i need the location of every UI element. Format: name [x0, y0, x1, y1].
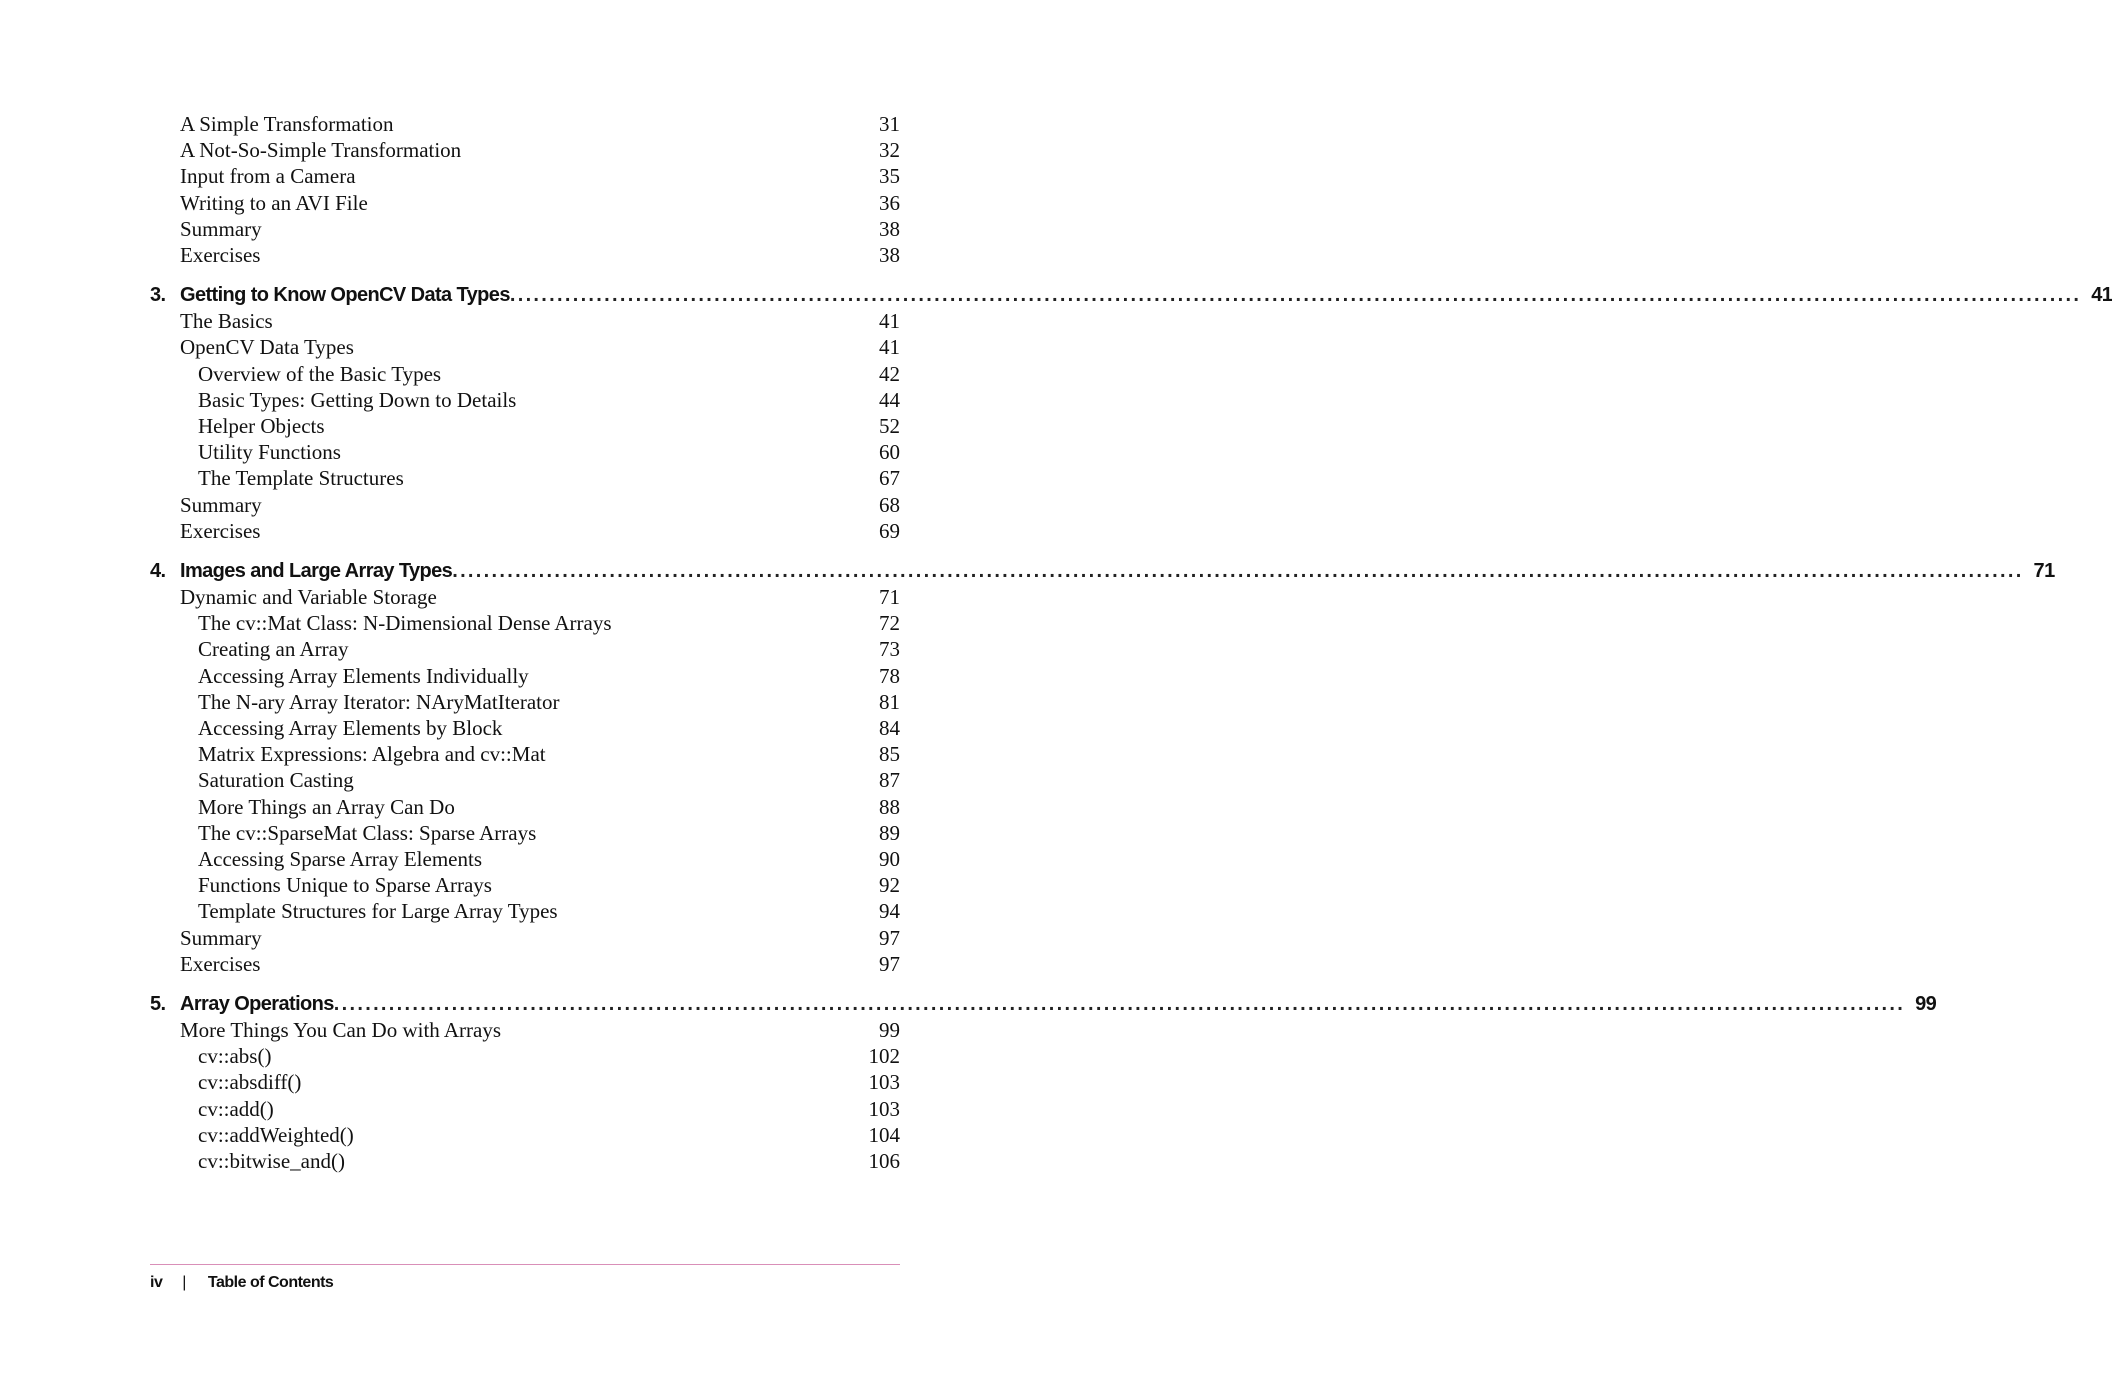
entry-page-number: 36	[879, 191, 900, 215]
entry-page-number: 38	[879, 243, 900, 267]
entry-title: The cv::Mat Class: N-Dimensional Dense Arrays	[198, 611, 612, 635]
entry-page-number: 68	[879, 493, 900, 517]
entry-page-number: 85	[879, 742, 900, 766]
chapter-title: Getting to Know OpenCV Data Types	[180, 284, 510, 306]
entry-title: Template Structures for Large Array Types	[198, 899, 558, 923]
toc-subsection-entry[interactable]	[150, 689, 900, 715]
toc-chapter-entry[interactable]	[150, 989, 1937, 1019]
toc-section-entry[interactable]	[150, 334, 900, 360]
entry-title: Creating an Array	[198, 637, 349, 661]
entry-title: More Things an Array Can Do	[198, 795, 455, 819]
entry-page-number: 73	[879, 637, 900, 661]
entry-title: A Not-So-Simple Transformation	[180, 138, 462, 162]
toc-subsection-entry[interactable]	[150, 1148, 900, 1174]
dot-leader: ........................................................................................................................................................................................................	[509, 284, 2082, 306]
toc-chapter-entry[interactable]	[150, 556, 2055, 586]
entry-title: Summary	[180, 217, 262, 241]
entry-page-number: 94	[879, 899, 900, 923]
toc-section-entry[interactable]	[150, 1017, 900, 1043]
footer-rule	[150, 1264, 900, 1265]
toc-subsection-entry[interactable]	[150, 715, 900, 741]
toc-subsection-entry[interactable]	[150, 387, 900, 413]
chapter-page-number: 41	[2091, 284, 2112, 306]
entry-page-number: 41	[879, 309, 900, 333]
toc-subsection-entry[interactable]	[150, 663, 900, 689]
chapter-title: Array Operations	[180, 993, 334, 1015]
toc-chapter-entry[interactable]	[150, 280, 2112, 310]
entry-title: Accessing Sparse Array Elements	[198, 847, 483, 871]
entry-title: More Things You Can Do with Arrays	[180, 1018, 502, 1042]
entry-page-number: 38	[879, 217, 900, 241]
toc-subsection-entry[interactable]	[150, 413, 900, 439]
entry-title: OpenCV Data Types	[180, 335, 354, 359]
entry-title: Exercises	[180, 952, 261, 976]
entry-title: Helper Objects	[198, 414, 325, 438]
entry-title: Summary	[180, 926, 262, 950]
entry-page-number: 52	[879, 414, 900, 438]
toc-subsection-entry[interactable]	[150, 820, 900, 846]
entry-page-number: 81	[879, 690, 900, 714]
entry-page-number: 84	[879, 716, 900, 740]
dot-leader: ........................................................................................................................................................................................................	[452, 560, 2024, 582]
toc-subsection-entry[interactable]	[150, 741, 900, 767]
entry-title: Input from a Camera	[180, 164, 356, 188]
entry-page-number: 67	[879, 466, 900, 490]
entry-page-number: 71	[879, 585, 900, 609]
toc-section-entry[interactable]	[150, 111, 900, 137]
entry-page-number: 102	[868, 1044, 900, 1068]
entry-title: Exercises	[180, 519, 261, 543]
footer-page-number: iv	[150, 1274, 163, 1291]
entry-title: The N-ary Array Iterator: NAryMatIterator	[198, 690, 560, 714]
entry-title: Exercises	[180, 243, 261, 267]
entry-title: cv::absdiff()	[198, 1070, 302, 1094]
entry-page-number: 69	[879, 519, 900, 543]
toc-section-entry[interactable]	[150, 137, 900, 163]
toc-section-entry[interactable]	[150, 951, 900, 977]
dot-leader: ........................................................................................................................................................................................................	[333, 993, 1906, 1015]
chapter-number: 5.	[150, 993, 166, 1015]
toc-section-entry[interactable]	[150, 518, 900, 544]
entry-title: A Simple Transformation	[180, 112, 394, 136]
toc-subsection-entry[interactable]	[150, 636, 900, 662]
entry-page-number: 35	[879, 164, 900, 188]
chapter-title: Images and Large Array Types	[180, 560, 453, 582]
entry-title: The Basics	[180, 309, 273, 333]
toc-subsection-entry[interactable]	[150, 1122, 900, 1148]
entry-title: cv::addWeighted()	[198, 1123, 354, 1147]
page-footer	[150, 1272, 333, 1296]
entry-title: Dynamic and Variable Storage	[180, 585, 437, 609]
toc-section-entry[interactable]	[150, 925, 900, 951]
entry-page-number: 97	[879, 926, 900, 950]
entry-page-number: 41	[879, 335, 900, 359]
entry-title: Summary	[180, 493, 262, 517]
toc-subsection-entry[interactable]	[150, 439, 900, 465]
entry-page-number: 104	[868, 1123, 900, 1147]
toc-subsection-entry[interactable]	[150, 767, 900, 793]
toc-subsection-entry[interactable]	[150, 898, 900, 924]
entry-page-number: 88	[879, 795, 900, 819]
entry-page-number: 97	[879, 952, 900, 976]
toc-subsection-entry[interactable]	[150, 610, 900, 636]
toc-subsection-entry[interactable]	[150, 872, 900, 898]
entry-page-number: 44	[879, 388, 900, 412]
toc-section-entry[interactable]	[150, 216, 900, 242]
chapter-page-number: 99	[1915, 993, 1937, 1015]
entry-page-number: 103	[868, 1070, 900, 1094]
entry-page-number: 72	[879, 611, 900, 635]
entry-page-number: 31	[879, 112, 900, 136]
toc-section-entry[interactable]	[150, 242, 900, 268]
entry-page-number: 92	[879, 873, 900, 897]
entry-title: The Template Structures	[198, 466, 404, 490]
entry-title: Accessing Array Elements by Block	[198, 716, 503, 740]
entry-title: Matrix Expressions: Algebra and cv::Mat	[198, 742, 546, 766]
entry-title: Overview of the Basic Types	[198, 362, 442, 386]
entry-page-number: 99	[879, 1018, 900, 1042]
entry-title: cv::abs()	[198, 1044, 272, 1068]
entry-page-number: 90	[879, 847, 900, 871]
chapter-number: 4.	[150, 560, 166, 582]
toc-subsection-entry[interactable]	[150, 1043, 900, 1069]
entry-title: cv::add()	[198, 1097, 274, 1121]
entry-title: Utility Functions	[198, 440, 341, 464]
entry-title: Basic Types: Getting Down to Details	[198, 388, 517, 412]
toc-section-entry[interactable]	[150, 492, 900, 518]
entry-page-number: 103	[868, 1097, 900, 1121]
entry-title: Accessing Array Elements Individually	[198, 664, 529, 688]
chapter-page-number: 71	[2033, 560, 2055, 582]
entry-page-number: 32	[879, 138, 900, 162]
toc-section-entry[interactable]	[150, 308, 900, 334]
footer-section-title: Table of Contents	[207, 1274, 334, 1291]
toc-section-entry[interactable]	[150, 584, 900, 610]
toc-subsection-entry[interactable]	[150, 1096, 900, 1122]
toc-subsection-entry[interactable]	[150, 1069, 900, 1095]
toc-subsection-entry[interactable]	[150, 794, 900, 820]
toc-section-entry[interactable]	[150, 190, 900, 216]
entry-page-number: 60	[879, 440, 900, 464]
entry-title: Writing to an AVI File	[180, 191, 368, 215]
toc-section-entry[interactable]	[150, 163, 900, 189]
entry-title: cv::bitwise_and()	[198, 1149, 345, 1173]
toc-subsection-entry[interactable]	[150, 846, 900, 872]
entry-page-number: 42	[879, 362, 900, 386]
footer-separator: |	[182, 1274, 186, 1291]
entry-title: Functions Unique to Sparse Arrays	[198, 873, 492, 897]
entry-page-number: 87	[879, 768, 900, 792]
entry-page-number: 78	[879, 664, 900, 688]
entry-title: The cv::SparseMat Class: Sparse Arrays	[198, 821, 537, 845]
entry-title: Saturation Casting	[198, 768, 354, 792]
toc-subsection-entry[interactable]	[150, 361, 900, 387]
entry-page-number: 106	[868, 1149, 900, 1173]
entry-page-number: 89	[879, 821, 900, 845]
chapter-number: 3.	[150, 284, 166, 306]
toc-subsection-entry[interactable]	[150, 465, 900, 491]
